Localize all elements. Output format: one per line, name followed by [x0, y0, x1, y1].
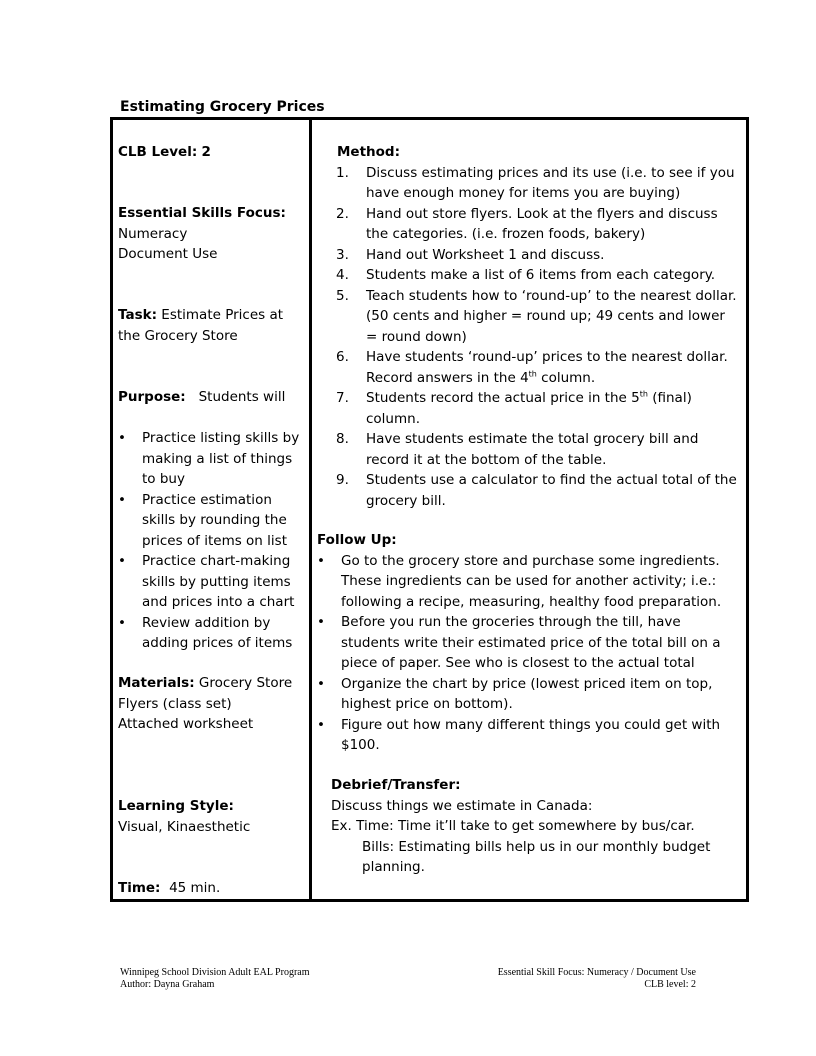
- bullet-icon: •: [317, 716, 325, 733]
- method-label: Method:: [337, 144, 400, 160]
- list-item: 7. Students record the actual price in the 5th (final) column.: [336, 389, 692, 427]
- list-item: 8. Have students estimate the total grocery bill and record it at the bottom of the table.: [336, 431, 699, 468]
- materials-text: Grocery Store Flyers (class set): [118, 675, 293, 712]
- task: [118, 305, 304, 346]
- list-item: 6. Have students ‘round-up’ prices to the nearest dollar. Record answers in the 4th column.: [336, 349, 728, 386]
- learning-style: [118, 796, 304, 837]
- list-item: 4. Students make a list of 6 items from each category.: [336, 267, 716, 283]
- list-item: 3. Hand out Worksheet 1 and discuss.: [336, 246, 605, 263]
- clb-level-label: CLB Level:: [118, 144, 198, 160]
- list-item: • Practice listing skills by making a list of things to buy: [118, 430, 300, 487]
- method-list: [317, 163, 739, 512]
- materials: [118, 673, 304, 735]
- list-item: 2. Hand out store flyers. Look at the flyers and discuss the categories. (i.e. frozen foods, bakery): [336, 205, 718, 242]
- bullet-icon: •: [317, 614, 325, 630]
- footer-clb-level: CLB level: 2: [644, 979, 696, 990]
- debrief-label: Debrief/Transfer:: [331, 777, 461, 793]
- debrief-example-time: Ex. Time: Time it’ll take to get somewhere by bus/car.: [331, 818, 695, 834]
- purpose-label: Purpose:: [118, 389, 186, 405]
- page-title: Estimating Grocery Prices: [120, 99, 325, 115]
- column-divider: [309, 117, 312, 902]
- bullet-icon: •: [118, 491, 126, 508]
- list-item: 1. Discuss estimating prices and its use (i.e. to see if you have enough money for items you are buying): [336, 164, 735, 201]
- footer-left: [120, 967, 310, 991]
- list-item: • Organize the chart by price (lowest priced item on top, highest price on bottom).: [317, 675, 713, 712]
- skill-document-use: Document Use: [118, 246, 218, 262]
- clb-level: [118, 142, 304, 163]
- list-item: 9. Students use a calculator to find the actual total of the grocery bill.: [336, 472, 737, 509]
- footer-right: [498, 967, 696, 991]
- task-label: Task:: [118, 307, 157, 323]
- bullet-icon: •: [317, 552, 325, 569]
- bullet-icon: •: [317, 675, 325, 692]
- footer-skill-focus: Essential Skill Focus: Numeracy / Document Use: [497, 967, 696, 978]
- bullet-icon: •: [118, 430, 126, 446]
- skill-numeracy: Numeracy: [118, 225, 188, 242]
- debrief: [317, 775, 739, 878]
- purpose-list: [118, 428, 304, 654]
- list-item: • Go to the grocery store and purchase some ingredients. These ingredients can be used for another activity; i.e.: following a recipe, measuring, healthy food preparation.: [317, 552, 722, 610]
- skills-focus-label: Essential Skills Focus:: [118, 205, 286, 221]
- follow-up-label: Follow Up:: [317, 532, 397, 548]
- skills-focus: [118, 203, 304, 265]
- materials-extra: Attached worksheet: [118, 716, 254, 732]
- list-item: • Review addition by adding prices of items: [118, 614, 293, 651]
- debrief-intro: Discuss things we estimate in Canada:: [331, 797, 593, 814]
- list-item: • Practice chart-making skills by putting items and prices into a chart: [118, 553, 295, 610]
- purpose: [118, 387, 304, 408]
- clb-level-value: 2: [201, 144, 211, 160]
- footer-author: Author: Dayna Graham: [120, 979, 215, 990]
- learning-style-text: Visual, Kinaesthetic: [118, 818, 251, 835]
- learning-style-label: Learning Style:: [118, 798, 234, 814]
- materials-label: Materials:: [118, 675, 195, 691]
- time-label: Time:: [118, 880, 161, 896]
- follow-up-list: [317, 551, 739, 756]
- time: [118, 878, 304, 899]
- purpose-text: Students will: [198, 389, 286, 405]
- task-text: Estimate Prices at the Grocery Store: [118, 307, 284, 344]
- list-item: • Before you run the groceries through the till, have students write their estimated price of the total bill on a piece of paper. See who is closest to the actual total: [317, 614, 721, 671]
- list-item: • Figure out how many different things you could get with $100.: [317, 716, 721, 753]
- debrief-example-bills: Bills: Estimating bills help us in our monthly budget planning.: [362, 838, 711, 875]
- list-item: • Practice estimation skills by rounding the prices of items on list: [118, 491, 287, 549]
- bullet-icon: •: [118, 614, 126, 631]
- time-text: 45 min.: [169, 880, 221, 896]
- footer-program: Winnipeg School Division Adult EAL Program: [120, 967, 310, 978]
- list-item: 5. Teach students how to ‘round-up’ to the nearest dollar. (50 cents and higher = round up; 49 cents and lower = round down): [336, 287, 737, 345]
- bullet-icon: •: [118, 553, 126, 569]
